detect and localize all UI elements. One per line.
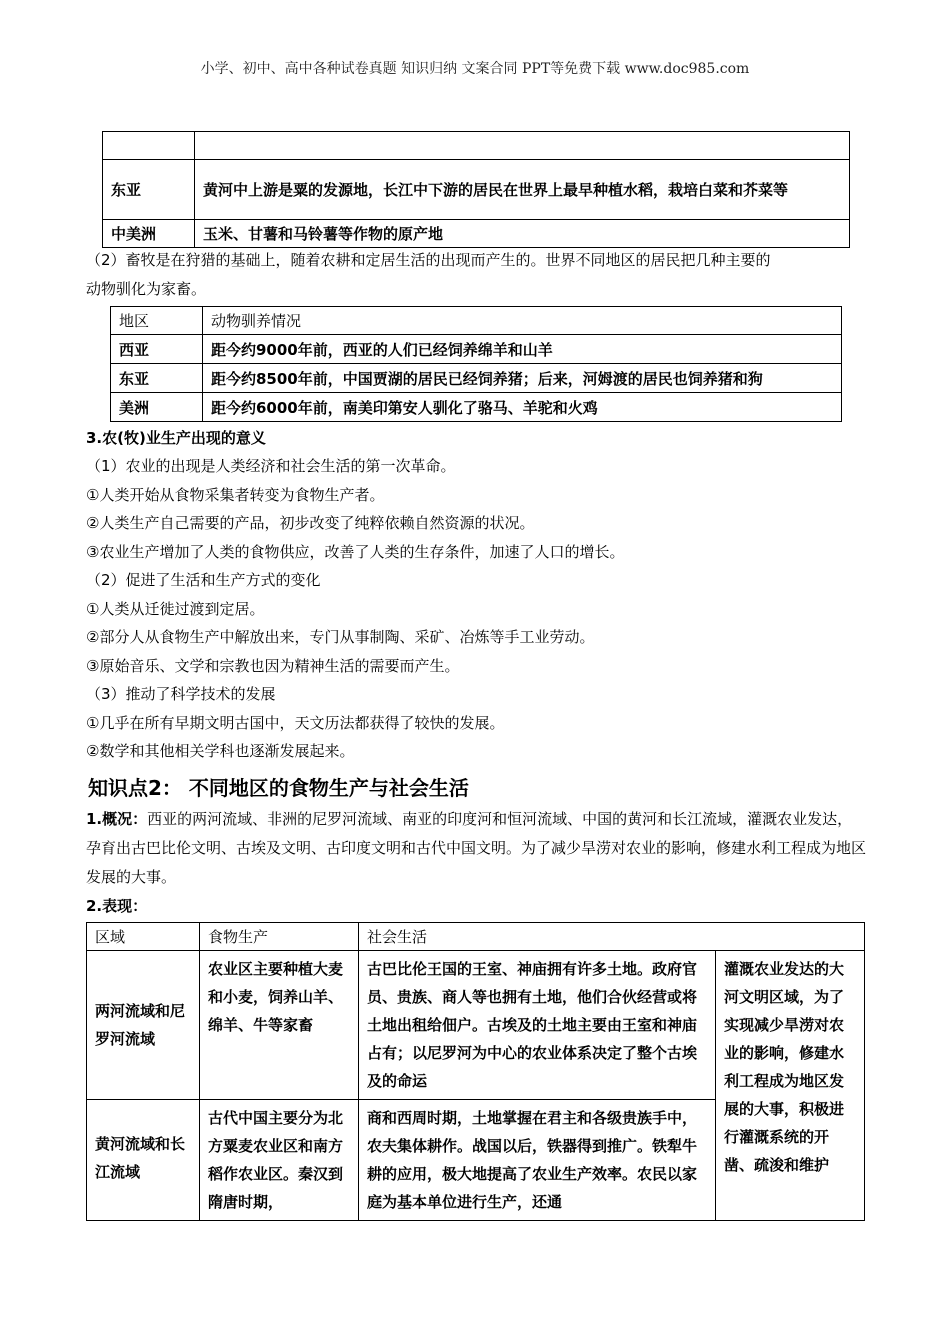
table-row: [87, 951, 865, 1100]
paragraph: ②部分人从食物生产中解放出来，专门从事制陶、采矿、冶炼等手工业劳动。: [86, 628, 595, 646]
paragraph: ②数学和其他相关学科也逐渐发展起来。: [86, 742, 355, 760]
content-cell: 距今约6000年前，南美印第安人驯化了骆马、羊驼和火鸡: [203, 393, 842, 422]
paragraph: ②人类生产自己需要的产品，初步改变了纯粹依赖自然资源的状况。: [86, 514, 535, 532]
content-cell: 黄河中上游是粟的发源地，长江中下游的居民在世界上最早种植水稻，栽培白菜和芥菜等: [195, 160, 850, 220]
column-header: 食物生产: [200, 923, 359, 951]
paragraph: 动物驯化为家畜。: [86, 280, 207, 298]
region-cell: [103, 132, 195, 160]
paragraph: ①人类开始从食物采集者转变为食物生产者。: [86, 486, 385, 504]
overview-paragraph: [86, 805, 866, 892]
performance-label: 2.表现：: [86, 897, 148, 915]
page-header: 小学、初中、高中各种试卷真题 知识归纳 文案合同 PPT等免费下载 www.doc985.com: [200, 61, 750, 77]
column-header: 区域: [87, 923, 200, 951]
paragraph: ①人类从迁徙过渡到定居。: [86, 600, 265, 618]
paragraph: ③农业生产增加了人类的食物供应，改善了人类的生存条件，加速了人口的增长。: [86, 543, 625, 561]
content-cell: 玉米、甘薯和马铃薯等作物的原产地: [195, 220, 850, 248]
paragraph: ①几乎在所有早期文明古国中，天文历法都获得了较快的发展。: [86, 714, 505, 732]
social-cell: 商和西周时期，土地掌握在君主和各级贵族手中，农夫集体耕作。战国以后，铁器得到推广。铁犁牛耕的应用，极大地提高了农业生产效率。农民以家庭为基本单位进行生产，还通: [359, 1100, 716, 1221]
column-header: 社会生活: [359, 923, 865, 951]
table-row: [103, 220, 850, 248]
crop-origin-table: [102, 131, 850, 248]
content-cell: 距今约8500年前，中国贾湖的居民已经饲养猪；后来，河姆渡的居民也饲养猪和狗: [203, 364, 842, 393]
region-cell: 东亚: [103, 160, 195, 220]
region-cell: 东亚: [111, 364, 203, 393]
table-row: [111, 393, 842, 422]
side-note-cell: 灌溉农业发达的大河文明区域，为了实现减少旱涝对农业的影响，修建水利工程成为地区发展的大事，积极进行灌溉系统的开凿、疏浚和维护: [716, 951, 865, 1221]
overview-text: 西亚的两河流域、非洲的尼罗河流域、南亚的印度河和恒河流域、中国的黄河和长江流域，灌溉农业发达，孕育出古巴比伦文明、古埃及文明、古印度文明和古代中国文明。为了减少旱涝对农业的影响，修建水利工程成为地区发展的大事。: [86, 810, 867, 886]
region-cell: 西亚: [111, 335, 203, 364]
paragraph: （2）畜牧是在狩猎的基础上，随着农耕和定居生活的出现而产生的。世界不同地区的居民把几种主要的: [86, 251, 771, 269]
area-cell: 两河流域和尼罗河流域: [87, 951, 200, 1100]
knowledge-point-heading: 知识点2： 不同地区的食物生产与社会生活: [88, 776, 469, 800]
table-header-row: [87, 923, 865, 951]
region-cell: 中美洲: [103, 220, 195, 248]
table-row: [111, 364, 842, 393]
paragraph: （3）推动了科学技术的发展: [86, 685, 276, 703]
overview-label: 1.概况：: [86, 810, 148, 828]
animal-domestication-table: [110, 306, 842, 422]
column-header: 地区: [111, 307, 203, 335]
table-row: [103, 132, 850, 160]
table-row: [111, 335, 842, 364]
table-row: [103, 160, 850, 220]
area-cell: 黄河流域和长江流域: [87, 1100, 200, 1221]
table-header-row: [111, 307, 842, 335]
food-cell: 农业区主要种植大麦和小麦，饲养山羊、绵羊、牛等家畜: [200, 951, 359, 1100]
region-comparison-table: [86, 922, 865, 1221]
content-cell: 距今约9000年前，西亚的人们已经饲养绵羊和山羊: [203, 335, 842, 364]
column-header: 动物驯养情况: [203, 307, 842, 335]
food-cell: 古代中国主要分为北方粟麦农业区和南方稻作农业区。秦汉到隋唐时期，: [200, 1100, 359, 1221]
paragraph: （2）促进了生活和生产方式的变化: [86, 571, 321, 589]
paragraph: ③原始音乐、文学和宗教也因为精神生活的需要而产生。: [86, 657, 460, 675]
region-cell: 美洲: [111, 393, 203, 422]
content-cell: [195, 132, 850, 160]
section-heading: 3.农(牧)业生产出现的意义: [86, 429, 266, 447]
social-cell: 古巴比伦王国的王室、神庙拥有许多土地。政府官员、贵族、商人等也拥有土地，他们合伙经营或将土地出租给佃户。古埃及的土地主要由王室和神庙占有；以尼罗河为中心的农业体系决定了整个古埃及的命运: [359, 951, 716, 1100]
paragraph: （1）农业的出现是人类经济和社会生活的第一次革命。: [86, 457, 456, 475]
